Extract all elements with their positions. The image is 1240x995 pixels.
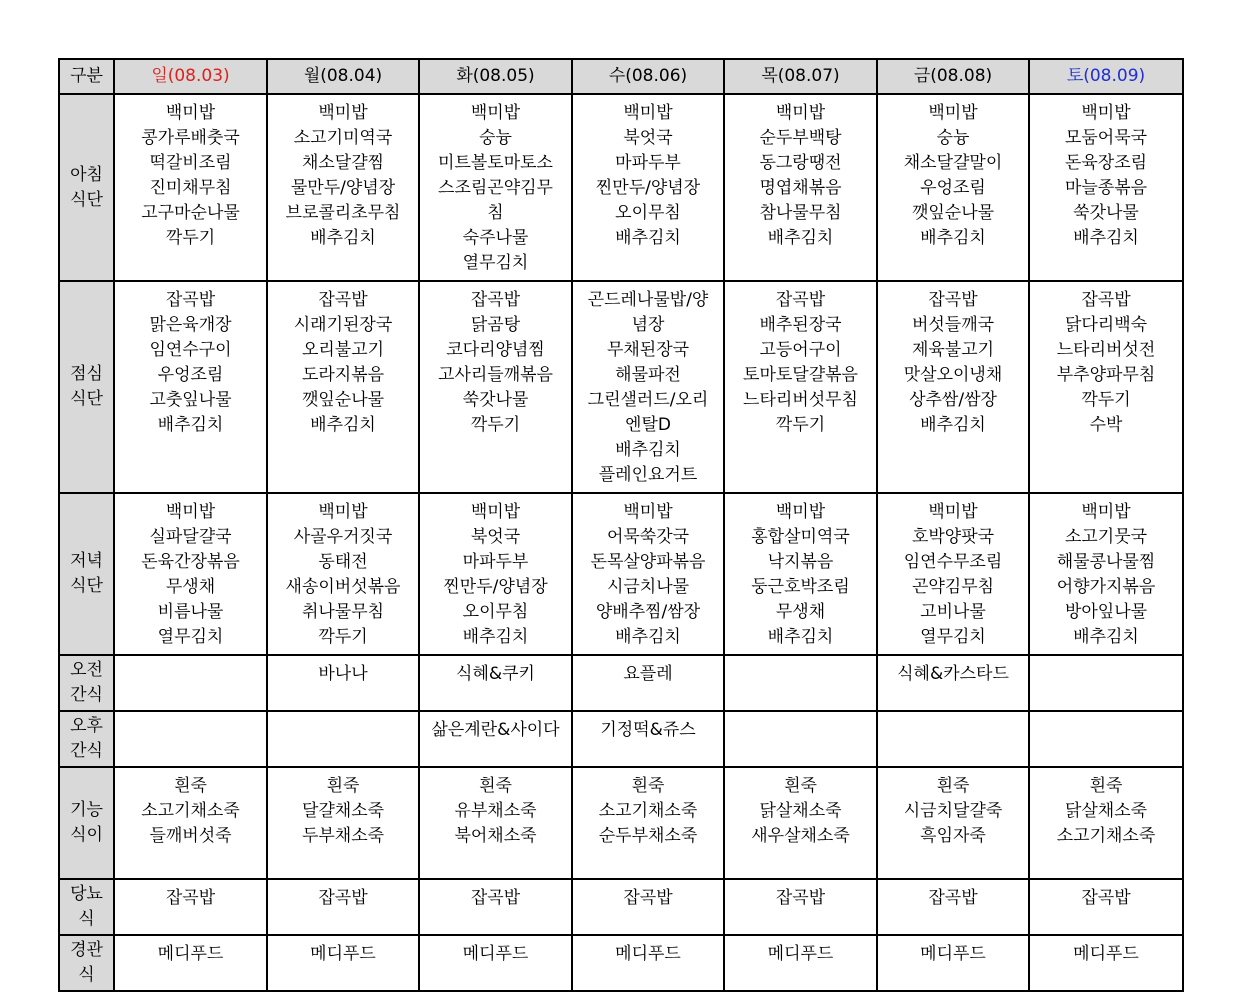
menu-item: 엔탈D bbox=[625, 415, 671, 435]
menu-item: 무생채 bbox=[775, 602, 826, 622]
menu-item: 잡곡밥 bbox=[470, 888, 521, 908]
menu-item: 실파달걀국 bbox=[149, 527, 232, 547]
row-label-line: 식 bbox=[78, 965, 95, 985]
menu-cell bbox=[114, 935, 267, 991]
menu-item: 배추김치 bbox=[310, 415, 376, 435]
menu-cell bbox=[267, 493, 419, 655]
menu-cell bbox=[877, 767, 1029, 879]
menu-item: 마파두부 bbox=[615, 153, 681, 173]
menu-item: 배추된장국 bbox=[759, 315, 842, 335]
row-label-line: 당뇨 bbox=[70, 884, 103, 904]
menu-item: 백미밥 bbox=[1081, 103, 1131, 123]
menu-cell bbox=[419, 493, 572, 655]
menu-item: 잡곡밥 bbox=[928, 888, 978, 908]
menu-item: 동태전 bbox=[318, 552, 368, 572]
menu-item: 마파두부 bbox=[462, 552, 529, 572]
menu-cell bbox=[724, 935, 877, 991]
menu-item: 순두부채소죽 bbox=[598, 826, 698, 846]
menu-item: 고등어구이 bbox=[759, 340, 842, 360]
menu-item: 배추김치 bbox=[920, 228, 986, 248]
menu-cell bbox=[1029, 94, 1183, 281]
menu-cell bbox=[724, 655, 877, 711]
menu-item: 흑임자죽 bbox=[920, 826, 986, 846]
menu-item: 플레인요거트 bbox=[598, 465, 698, 485]
menu-item: 열무김치 bbox=[920, 627, 986, 647]
menu-item: 잡곡밥 bbox=[928, 290, 978, 310]
menu-item: 침 bbox=[487, 203, 504, 223]
menu-cell bbox=[724, 711, 877, 767]
menu-item: 미트볼토마토소 bbox=[438, 153, 553, 173]
day-header-sat: 토(08.09) bbox=[1029, 59, 1183, 94]
menu-cell bbox=[877, 493, 1029, 655]
row-label-line: 점심 bbox=[70, 364, 103, 384]
menu-item: 잡곡밥 bbox=[318, 290, 368, 310]
menu-item: 비름나물 bbox=[157, 602, 224, 622]
row-label-line: 오전 bbox=[70, 660, 103, 680]
menu-cell bbox=[572, 767, 724, 879]
menu-item: 소고기채소죽 bbox=[141, 801, 240, 821]
menu-item: 메디푸드 bbox=[615, 944, 681, 964]
menu-item: 메디푸드 bbox=[310, 944, 376, 964]
menu-item: 흰죽 bbox=[479, 776, 512, 796]
menu-item: 바나나 bbox=[318, 664, 368, 684]
menu-cell bbox=[572, 281, 724, 493]
menu-item: 백미밥 bbox=[775, 502, 826, 522]
row-label-line: 경관 bbox=[70, 940, 103, 960]
menu-cell bbox=[114, 281, 267, 493]
menu-item: 들깨버섯죽 bbox=[149, 826, 232, 846]
menu-item: 우엉조림 bbox=[920, 178, 986, 198]
row-label-diabetic-diet bbox=[59, 879, 114, 935]
menu-item: 백미밥 bbox=[318, 103, 368, 123]
menu-item: 백미밥 bbox=[165, 502, 216, 522]
menu-item: 채소달걀찜 bbox=[301, 153, 385, 173]
menu-item: 맛살오이냉채 bbox=[903, 365, 1003, 385]
menu-item: 닭다리백숙 bbox=[1064, 315, 1148, 335]
menu-item: 식혜&카스타드 bbox=[897, 664, 1009, 684]
menu-cell bbox=[1029, 711, 1183, 767]
row-label-tube-feeding bbox=[59, 935, 114, 991]
menu-item: 고사리들깨볶음 bbox=[438, 365, 553, 385]
menu-cell bbox=[724, 767, 877, 879]
menu-item: 잡곡밥 bbox=[165, 290, 216, 310]
menu-item: 깍두기 bbox=[775, 415, 826, 435]
menu-item: 배추김치 bbox=[310, 228, 376, 248]
menu-item: 모둠어묵국 bbox=[1064, 128, 1148, 148]
row-label-lunch bbox=[59, 281, 114, 493]
menu-item: 배추김치 bbox=[767, 228, 834, 248]
menu-cell bbox=[724, 879, 877, 935]
menu-cell bbox=[419, 935, 572, 991]
menu-item: 참나물무침 bbox=[759, 203, 842, 223]
menu-item: 상추쌈/쌈장 bbox=[909, 390, 997, 410]
menu-cell bbox=[267, 767, 419, 879]
menu-item: 배추김치 bbox=[157, 415, 224, 435]
menu-cell bbox=[572, 711, 724, 767]
menu-item: 제육불고기 bbox=[911, 340, 995, 360]
menu-item: 닭살채소죽 bbox=[759, 801, 842, 821]
menu-cell bbox=[419, 767, 572, 879]
day-header-fri: 금(08.08) bbox=[877, 59, 1029, 94]
menu-cell bbox=[1029, 493, 1183, 655]
menu-cell bbox=[267, 94, 419, 281]
menu-item: 콩가루배춧국 bbox=[141, 128, 240, 148]
menu-item: 코다리양념찜 bbox=[446, 340, 545, 360]
menu-item: 메디푸드 bbox=[1073, 944, 1139, 964]
menu-item: 백미밥 bbox=[165, 103, 216, 123]
menu-item: 취나물무침 bbox=[301, 602, 385, 622]
menu-item: 메디푸드 bbox=[767, 944, 834, 964]
row-label-line: 식이 bbox=[70, 825, 103, 845]
day-header-mon: 월(08.04) bbox=[267, 59, 419, 94]
menu-item: 스조림곤약김무 bbox=[438, 178, 553, 198]
menu-item: 두부채소죽 bbox=[301, 826, 385, 846]
menu-cell bbox=[877, 935, 1029, 991]
menu-cell bbox=[267, 879, 419, 935]
menu-cell bbox=[572, 655, 724, 711]
menu-item: 진미채무침 bbox=[149, 178, 232, 198]
row-label-functional-diet bbox=[59, 767, 114, 879]
menu-item: 숭늉 bbox=[936, 128, 970, 148]
menu-item: 임연수무조림 bbox=[903, 552, 1003, 572]
meal-row-lunch bbox=[59, 281, 1183, 493]
menu-item: 찐만두/양념장 bbox=[443, 577, 548, 597]
menu-item: 오리불고기 bbox=[301, 340, 385, 360]
menu-item: 백미밥 bbox=[470, 103, 521, 123]
row-label-line: 오후 bbox=[70, 716, 103, 736]
menu-item: 깍두기 bbox=[470, 415, 521, 435]
menu-item: 고춧잎나물 bbox=[149, 390, 232, 410]
menu-item: 시금치달걀죽 bbox=[903, 801, 1003, 821]
menu-cell bbox=[877, 655, 1029, 711]
menu-item: 시금치나물 bbox=[606, 577, 690, 597]
row-label-breakfast bbox=[59, 94, 114, 281]
menu-item: 마늘종볶음 bbox=[1064, 178, 1148, 198]
row-label-line: 기능 bbox=[70, 800, 103, 820]
menu-cell bbox=[267, 655, 419, 711]
row-label-line: 아침 bbox=[70, 164, 103, 185]
menu-item: 잡곡밥 bbox=[165, 888, 216, 908]
menu-cell bbox=[419, 281, 572, 493]
menu-item: 새우살채소죽 bbox=[751, 826, 850, 846]
menu-cell bbox=[419, 711, 572, 767]
menu-cell bbox=[114, 94, 267, 281]
menu-item: 방아잎나물 bbox=[1064, 602, 1148, 622]
row-label-line: 간식 bbox=[70, 685, 103, 705]
meal-row-breakfast bbox=[59, 94, 1183, 281]
menu-item: 토마토달걀볶음 bbox=[743, 365, 858, 385]
menu-item: 떡갈비조림 bbox=[149, 153, 232, 173]
menu-item: 깻잎순나물 bbox=[911, 203, 995, 223]
menu-item: 그린샐러드/오리 bbox=[587, 390, 709, 410]
menu-item: 새송이버섯볶음 bbox=[285, 577, 401, 597]
menu-item: 기정떡&쥬스 bbox=[600, 720, 696, 740]
menu-cell bbox=[267, 935, 419, 991]
meal-row-functional-diet bbox=[59, 767, 1183, 879]
menu-cell bbox=[419, 94, 572, 281]
menu-item: 순두부백탕 bbox=[759, 128, 842, 148]
corner-label: 구분 bbox=[59, 59, 114, 94]
menu-item: 백미밥 bbox=[1081, 502, 1131, 522]
menu-item: 돈목살양파볶음 bbox=[590, 552, 706, 572]
menu-item: 메디푸드 bbox=[462, 944, 529, 964]
menu-item: 배추김치 bbox=[1073, 627, 1139, 647]
menu-cell bbox=[572, 935, 724, 991]
menu-item: 백미밥 bbox=[928, 502, 978, 522]
menu-cell bbox=[877, 94, 1029, 281]
menu-item: 흰죽 bbox=[326, 776, 360, 796]
menu-item: 잡곡밥 bbox=[470, 290, 521, 310]
menu-cell bbox=[114, 879, 267, 935]
menu-item: 명엽채볶음 bbox=[759, 178, 842, 198]
menu-item: 돈육간장볶음 bbox=[141, 552, 240, 572]
menu-item: 쑥갓나물 bbox=[462, 390, 529, 410]
menu-item: 흰죽 bbox=[936, 776, 970, 796]
menu-item: 맑은육개장 bbox=[149, 315, 232, 335]
header-row bbox=[59, 59, 1183, 94]
menu-item: 백미밥 bbox=[318, 502, 368, 522]
meal-row-dinner bbox=[59, 493, 1183, 655]
menu-item: 흰죽 bbox=[631, 776, 665, 796]
menu-item: 동그랑땡전 bbox=[759, 153, 842, 173]
menu-item: 돈육장조림 bbox=[1064, 153, 1148, 173]
menu-item: 고비나물 bbox=[920, 602, 986, 622]
menu-item: 소고기미역국 bbox=[293, 128, 393, 148]
menu-item: 임연수구이 bbox=[149, 340, 232, 360]
menu-item: 깍두기 bbox=[1081, 390, 1131, 410]
menu-item: 요플레 bbox=[623, 664, 673, 684]
menu-cell bbox=[267, 281, 419, 493]
menu-item: 어묵쑥갓국 bbox=[606, 527, 690, 547]
menu-cell bbox=[1029, 655, 1183, 711]
menu-item: 배추김치 bbox=[920, 415, 986, 435]
menu-item: 흰죽 bbox=[784, 776, 817, 796]
menu-cell bbox=[419, 655, 572, 711]
menu-cell bbox=[877, 711, 1029, 767]
menu-item: 잡곡밥 bbox=[318, 888, 368, 908]
menu-item: 배추김치 bbox=[615, 228, 681, 248]
menu-item: 쑥갓나물 bbox=[1073, 203, 1139, 223]
menu-item: 홍합살미역국 bbox=[751, 527, 850, 547]
menu-cell bbox=[572, 493, 724, 655]
menu-item: 유부채소죽 bbox=[454, 801, 537, 821]
menu-item: 무생채 bbox=[165, 577, 216, 597]
menu-item: 소고기채소죽 bbox=[598, 801, 698, 821]
menu-cell bbox=[114, 655, 267, 711]
menu-item: 념장 bbox=[631, 315, 665, 335]
menu-item: 백미밥 bbox=[928, 103, 978, 123]
menu-item: 곤약김무침 bbox=[911, 577, 995, 597]
menu-item: 배추김치 bbox=[767, 627, 834, 647]
row-label-morning-snack bbox=[59, 655, 114, 711]
menu-item: 해물콩나물찜 bbox=[1056, 552, 1156, 572]
menu-item: 잡곡밥 bbox=[623, 888, 673, 908]
menu-item: 깍두기 bbox=[165, 228, 216, 248]
menu-item: 버섯들깨국 bbox=[911, 315, 995, 335]
row-label-line: 식단 bbox=[70, 389, 103, 409]
menu-cell bbox=[724, 94, 877, 281]
meal-row-morning-snack bbox=[59, 655, 1183, 711]
menu-item: 배추김치 bbox=[1073, 228, 1139, 248]
menu-item: 소고기뭇국 bbox=[1064, 527, 1148, 547]
menu-item: 양배추찜/쌈장 bbox=[595, 602, 701, 622]
menu-item: 숭늉 bbox=[479, 128, 512, 148]
menu-item: 숙주나물 bbox=[462, 228, 529, 248]
menu-item: 오이무침 bbox=[615, 203, 681, 223]
menu-item: 삶은계란&사이다 bbox=[431, 720, 560, 740]
menu-item: 달걀채소죽 bbox=[301, 801, 385, 821]
menu-item: 느타리버섯무침 bbox=[743, 390, 858, 410]
menu-cell bbox=[114, 711, 267, 767]
menu-cell bbox=[724, 281, 877, 493]
meal-row-afternoon-snack bbox=[59, 711, 1183, 767]
row-label-line: 식단 bbox=[70, 576, 103, 596]
menu-item: 도라지볶음 bbox=[301, 365, 385, 385]
menu-item: 닭곰탕 bbox=[470, 315, 521, 335]
menu-item: 무채된장국 bbox=[606, 340, 690, 360]
menu-cell bbox=[1029, 281, 1183, 493]
meal-plan-table bbox=[58, 58, 1184, 992]
row-label-line: 식단 bbox=[70, 189, 103, 210]
menu-cell bbox=[114, 493, 267, 655]
day-header-wed: 수(08.06) bbox=[572, 59, 724, 94]
menu-item: 흰죽 bbox=[174, 776, 207, 796]
day-header-thu: 목(08.07) bbox=[724, 59, 877, 94]
menu-item: 부추양파무침 bbox=[1056, 365, 1156, 385]
menu-cell bbox=[724, 493, 877, 655]
menu-item: 깻잎순나물 bbox=[301, 390, 385, 410]
menu-item: 북엇국 bbox=[470, 527, 521, 547]
menu-cell bbox=[572, 879, 724, 935]
menu-item: 곤드레나물밥/양 bbox=[587, 290, 709, 310]
menu-item: 물만두/양념장 bbox=[290, 178, 396, 198]
menu-item: 닭살채소죽 bbox=[1064, 801, 1148, 821]
row-label-dinner bbox=[59, 493, 114, 655]
menu-item: 소고기채소죽 bbox=[1056, 826, 1156, 846]
menu-cell bbox=[1029, 879, 1183, 935]
row-label-afternoon-snack bbox=[59, 711, 114, 767]
row-label-line: 간식 bbox=[70, 741, 103, 761]
meal-row-tube-feeding bbox=[59, 935, 1183, 991]
menu-item: 북어채소죽 bbox=[454, 826, 537, 846]
menu-cell bbox=[877, 281, 1029, 493]
menu-item: 흰죽 bbox=[1089, 776, 1123, 796]
menu-cell bbox=[877, 879, 1029, 935]
menu-item: 잡곡밥 bbox=[1081, 888, 1131, 908]
menu-item: 시래기된장국 bbox=[293, 315, 393, 335]
menu-item: 메디푸드 bbox=[920, 944, 986, 964]
menu-cell bbox=[572, 94, 724, 281]
menu-item: 열무김치 bbox=[157, 627, 224, 647]
menu-item: 백미밥 bbox=[775, 103, 826, 123]
menu-item: 브로콜리초무침 bbox=[285, 203, 401, 223]
row-label-line: 저녁 bbox=[70, 551, 103, 571]
menu-cell bbox=[1029, 935, 1183, 991]
menu-item: 둥근호박조림 bbox=[751, 577, 850, 597]
menu-item: 백미밥 bbox=[623, 502, 673, 522]
menu-item: 우엉조림 bbox=[157, 365, 224, 385]
menu-item: 식혜&쿠키 bbox=[456, 664, 535, 684]
menu-item: 수박 bbox=[1089, 415, 1123, 435]
menu-item: 고구마순나물 bbox=[141, 203, 240, 223]
menu-item: 오이무침 bbox=[462, 602, 529, 622]
menu-item: 열무김치 bbox=[462, 253, 529, 273]
menu-item: 잡곡밥 bbox=[775, 888, 826, 908]
menu-item: 백미밥 bbox=[470, 502, 521, 522]
menu-item: 해물파전 bbox=[615, 365, 681, 385]
menu-item: 메디푸드 bbox=[157, 944, 224, 964]
menu-cell bbox=[267, 711, 419, 767]
day-header-sun: 일(08.03) bbox=[114, 59, 267, 94]
menu-item: 북엇국 bbox=[623, 128, 673, 148]
menu-item: 잡곡밥 bbox=[1081, 290, 1131, 310]
menu-item: 어향가지볶음 bbox=[1056, 577, 1156, 597]
menu-item: 배추김치 bbox=[462, 627, 529, 647]
menu-item: 배추김치 bbox=[615, 627, 681, 647]
menu-item: 낙지볶음 bbox=[767, 552, 834, 572]
menu-item: 느타리버섯전 bbox=[1056, 340, 1156, 360]
meal-row-diabetic-diet bbox=[59, 879, 1183, 935]
menu-item: 채소달걀말이 bbox=[903, 153, 1003, 173]
menu-item: 잡곡밥 bbox=[775, 290, 826, 310]
day-header-tue: 화(08.05) bbox=[419, 59, 572, 94]
menu-item: 사골우거짓국 bbox=[293, 527, 393, 547]
menu-item: 깍두기 bbox=[318, 627, 368, 647]
menu-item: 배추김치 bbox=[615, 440, 681, 460]
menu-item: 백미밥 bbox=[623, 103, 673, 123]
row-label-line: 식 bbox=[78, 909, 95, 929]
menu-cell bbox=[1029, 767, 1183, 879]
menu-cell bbox=[114, 767, 267, 879]
menu-item: 찐만두/양념장 bbox=[595, 178, 701, 198]
menu-item: 호박양팟국 bbox=[911, 527, 995, 547]
menu-cell bbox=[419, 879, 572, 935]
